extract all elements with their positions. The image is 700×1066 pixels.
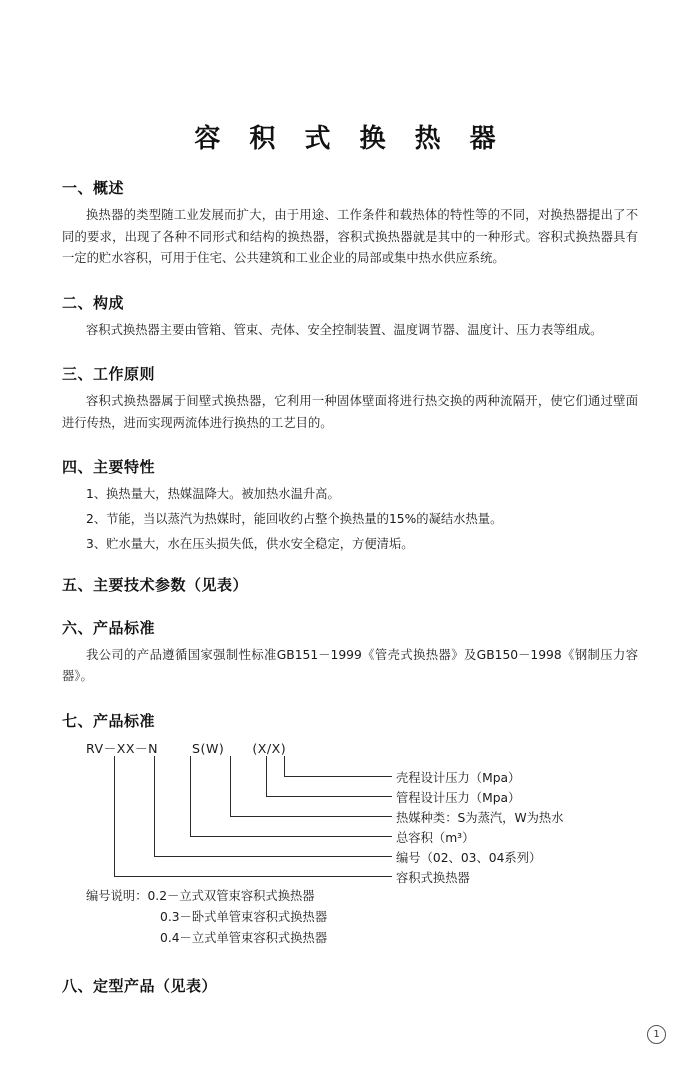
section-heading: 六、产品标准: [62, 618, 156, 637]
section-paragraph: 容积式换热器属于间壁式换热器，它利用一种固体壁面将进行热交换的两种流隔开，使它们通过壁面进行传热，进而实现两流体进行换热的工艺目的。: [62, 394, 638, 430]
code-token-base: RV－XX－N: [86, 740, 159, 756]
leader-line-vertical: [266, 756, 267, 796]
legend-volumetric-heat-exchanger: 容积式换热器: [396, 870, 470, 885]
section-technical-parameters: [62, 574, 638, 595]
section-heading: 二、构成: [62, 293, 125, 312]
section-working-principle: [62, 363, 638, 434]
section-overview: [62, 177, 638, 270]
note-line: 0.3－卧式单管束容积式换热器: [160, 909, 328, 924]
section-standard-products: [62, 975, 638, 996]
leader-line-horizontal: [154, 856, 392, 857]
document-page: [0, 118, 700, 1066]
note-line: 编号说明：0.2－立式双管束容积式换热器: [86, 888, 315, 903]
section-model-code: [62, 710, 638, 953]
code-token-pressure: (X/X): [252, 740, 287, 756]
section-heading: 八、定型产品（见表）: [62, 976, 218, 995]
legend-tube-design-pressure: 管程设计压力（Mpa）: [396, 790, 521, 805]
leader-line-horizontal: [284, 776, 392, 777]
section-paragraph: 容积式换热器主要由管箱、管束、壳体、安全控制装置、温度调节器、温度计、压力表等组成。: [86, 322, 603, 337]
leader-line-vertical: [230, 756, 231, 816]
list-item: 3、贮水量大，水在压头损失低，供水安全稳定，方便清垢。: [86, 537, 414, 552]
legend-series-number: 编号（02、03、04系列）: [396, 850, 542, 865]
legend-shell-design-pressure: 壳程设计压力（Mpa）: [396, 770, 521, 785]
section-composition: [62, 292, 638, 342]
section-product-standard: [62, 617, 638, 688]
leader-line-horizontal: [230, 816, 392, 817]
leader-line-horizontal: [190, 836, 392, 837]
section-heading: 四、主要特性: [62, 458, 156, 477]
model-code-diagram: [62, 738, 638, 953]
leader-line-vertical: [190, 756, 191, 836]
section-heading: 一、概述: [62, 179, 125, 197]
legend-total-volume: 总容积（m³）: [396, 830, 475, 845]
page-number: 1: [647, 1025, 666, 1044]
leader-line-horizontal: [114, 876, 392, 877]
code-token-medium: S(W): [192, 740, 225, 756]
note-line: 0.4－立式单管束容积式换热器: [160, 930, 328, 945]
model-code-notes: [86, 886, 327, 949]
page-title: 容 积 式 换 热 器: [194, 124, 506, 154]
model-code-row: [86, 738, 286, 757]
leader-line-vertical: [154, 756, 155, 856]
leader-line-horizontal: [266, 796, 392, 797]
section-heading: 七、产品标准: [62, 711, 156, 730]
section-paragraph: 我公司的产品遵循国家强制性标准GB151－1999《管壳式换热器》及GB150－1998《钢制压力容器》。: [62, 647, 638, 684]
leader-line-vertical: [114, 756, 115, 876]
leader-line-vertical: [284, 756, 285, 776]
list-item: 2、节能，当以蒸汽为热媒时，能回收约占整个换热量的15%的凝结水热量。: [86, 512, 503, 527]
section-paragraph: 换热器的类型随工业发展而扩大，由于用途、工作条件和载热体的特性等的不同，对换热器提出了不同的要求，出现了各种不同形式和结构的换热器，容积式换热器就是其中的一种形式。容积式换热器具有一定的贮水容积，可用于住宅、公共建筑和工业企业的局部或集中热水供应系统。: [62, 208, 638, 266]
section-heading: 三、工作原则: [62, 365, 156, 384]
list-item: 1、换热量大，热媒温降大。被加热水温升高。: [86, 487, 340, 502]
section-heading: 五、主要技术参数（见表）: [62, 575, 249, 594]
legend-heat-medium-type: 热媒种类：S为蒸汽，W为热水: [396, 810, 564, 825]
section-main-features: [62, 456, 638, 555]
